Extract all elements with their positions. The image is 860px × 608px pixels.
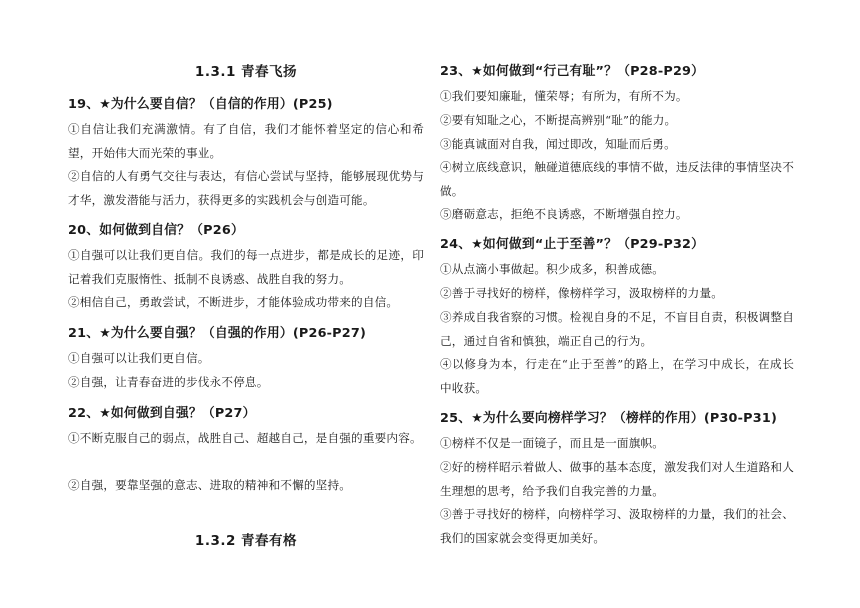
question-20-title: 20、如何做到自信？（P26） — [68, 223, 244, 238]
question-23-title: 23、★如何做到“行己有耻”？（P28-P29） — [440, 64, 705, 79]
question-23-item-2: ②要有知耻之心，不断提高辨别“耻”的能力。 — [440, 113, 677, 127]
question-25-title: 25、★为什么要向榜样学习？（榜样的作用）(P30-P31) — [440, 411, 778, 426]
question-20-item-1: ①自强可以让我们更自信。我们的每一点进步，都是成长的足迹，印记着我们克服惰性、抵制不良诱惑、战胜自我的努力。 — [68, 248, 424, 286]
question-23-item-5: ⑤磨砺意志，拒绝不良诱惑，不断增强自控力。 — [440, 207, 688, 221]
question-25-item-2: ②好的榜样昭示着做人、做事的基本态度，激发我们对人生道路和人生理想的思考，给予我们自我完善的力量。 — [440, 460, 794, 498]
question-23-item-1: ①我们要知廉耻，懂荣辱；有所为，有所不为。 — [440, 89, 688, 103]
question-23-item-4: ④树立底线意识，触碰道德底线的事情不做，违反法律的事情坚决不做。 — [440, 160, 794, 198]
question-21-item-1: ①自强可以让我们更自信。 — [68, 351, 210, 365]
question-24-title: 24、★如何做到“止于至善”？（P29-P32） — [440, 237, 705, 252]
question-24-item-4: ④以修身为本，行走在“止于至善”的路上，在学习中成长，在成长中收获。 — [440, 357, 794, 395]
question-21-item-2: ②自强，让青春奋进的步伐永不停息。 — [68, 375, 269, 389]
question-21-title: 21、★为什么要自强？（自强的作用）(P26-P27) — [68, 326, 367, 341]
question-20-item-2: ②相信自己，勇敢尝试，不断进步，才能体验成功带来的自信。 — [68, 295, 399, 309]
question-24-item-2: ②善于寻找好的榜样，像榜样学习，汲取榜样的力量。 — [440, 286, 724, 300]
question-22-title: 22、★如何做到自强？（P27） — [68, 406, 256, 421]
section-title-qingchun-youge: 1.3.2 青春有格 — [194, 533, 298, 549]
question-24-item-1: ①从点滴小事做起。积少成多，积善成德。 — [440, 262, 665, 276]
question-22-item-2: ②自强，要靠坚强的意志、进取的精神和不懈的坚持。 — [68, 478, 352, 492]
question-23-item-3: ③能真诚面对自我，闻过即改，知耻而后勇。 — [440, 137, 676, 151]
question-24-item-3: ③养成自我省察的习惯。检视自身的不足，不盲目自责，积极调整自己，通过自省和慎独，端正自己的行为。 — [440, 310, 794, 348]
question-25-item-3: ③善于寻找好的榜样，向榜样学习、汲取榜样的力量，我们的社会、我们的国家就会变得更加美好。 — [440, 507, 794, 545]
section-title-qingchun-feiyang: 1.3.1 青春飞扬 — [194, 64, 298, 80]
question-19-item-1: ①自信让我们充满激情。有了自信，我们才能怀着坚定的信心和希望，开始伟大而光荣的事业。 — [68, 122, 424, 160]
question-22-item-1: ①不断克服自己的弱点，战胜自己、超越自己，是自强的重要内容。 — [68, 431, 422, 445]
question-19-item-2: ②自信的人有勇气交往与表达，有信心尝试与坚持，能够展现优势与才华，激发潜能与活力，获得更多的实践机会与创造可能。 — [68, 169, 424, 207]
question-19-title: 19、★为什么要自信？（自信的作用）(P25) — [68, 97, 333, 112]
question-25-item-1: ①榜样不仅是一面镜子，而且是一面旗帜。 — [440, 436, 665, 450]
